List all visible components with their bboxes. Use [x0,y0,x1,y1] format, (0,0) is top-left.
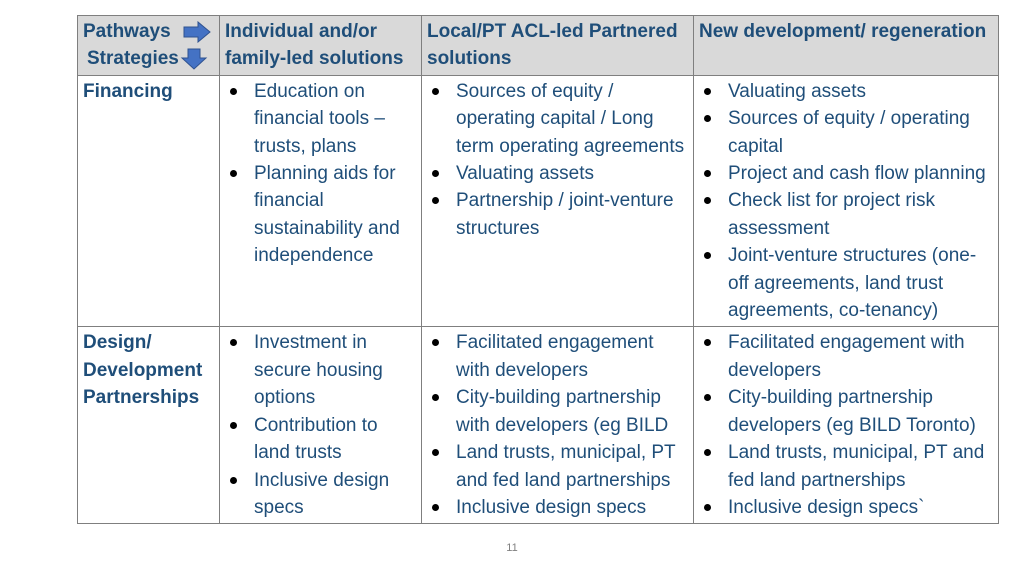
column-header-new-development: New development/ regeneration [694,16,999,76]
design-local-pt-cell [422,327,694,524]
design-individual-cell [220,327,422,524]
arrow-right-icon [183,21,211,43]
list-item: City-building partnership developers (eg BILD Toronto) [699,384,993,439]
list-item: Project and cash flow planning [699,160,993,187]
financing-individual-cell [220,75,422,327]
corner-header-cell [78,16,220,76]
list-item: Facilitated engagement with developers [427,329,688,384]
list-item: Inclusive design specs` [699,494,993,521]
list-item: Valuating assets [427,160,688,187]
list-item: Planning aids for financial sustainability and independence [225,160,416,270]
list-item: Investment in secure housing options [225,329,416,411]
row-design-development [78,327,999,524]
list-item: Land trusts, municipal, PT and fed land partnerships [427,439,688,494]
header-row [78,16,999,76]
row-label-financing: Financing [78,75,220,327]
list-item: City-building partnership with developers (eg BILD [427,384,688,439]
list-item: Education on financial tools – trusts, plans [225,78,416,160]
list-item: Inclusive design specs [427,494,688,521]
list-item: Facilitated engagement with developers [699,329,993,384]
row-label-design-development: Design/ Development Partnerships [78,327,220,524]
page-number: 11 [506,542,518,554]
list-item: Check list for project risk assessment [699,187,993,242]
strategies-label: Strategies [87,48,179,70]
list-item: Joint-venture structures (one-off agreements, land trust agreements, co-tenancy) [699,242,993,324]
list-item: Sources of equity / operating capital [699,105,993,160]
financing-new-development-cell [694,75,999,327]
list-item: Land trusts, municipal, PT and fed land partnerships [699,439,993,494]
design-new-development-cell [694,327,999,524]
column-header-local-pt: Local/PT ACL-led Partnered solutions [422,16,694,76]
strategy-table [77,15,999,524]
list-item: Inclusive design specs [225,467,416,522]
list-item: Partnership / joint-venture structures [427,187,688,242]
arrow-down-icon [180,48,208,70]
financing-local-pt-cell [422,75,694,327]
column-header-individual: Individual and/or family-led solutions [220,16,422,76]
list-item: Sources of equity / operating capital / Long term operating agreements [427,78,688,160]
list-item: Contribution to land trusts [225,412,416,467]
pathways-label: Pathways [83,21,171,42]
list-item: Valuating assets [699,78,993,105]
row-financing [78,75,999,327]
